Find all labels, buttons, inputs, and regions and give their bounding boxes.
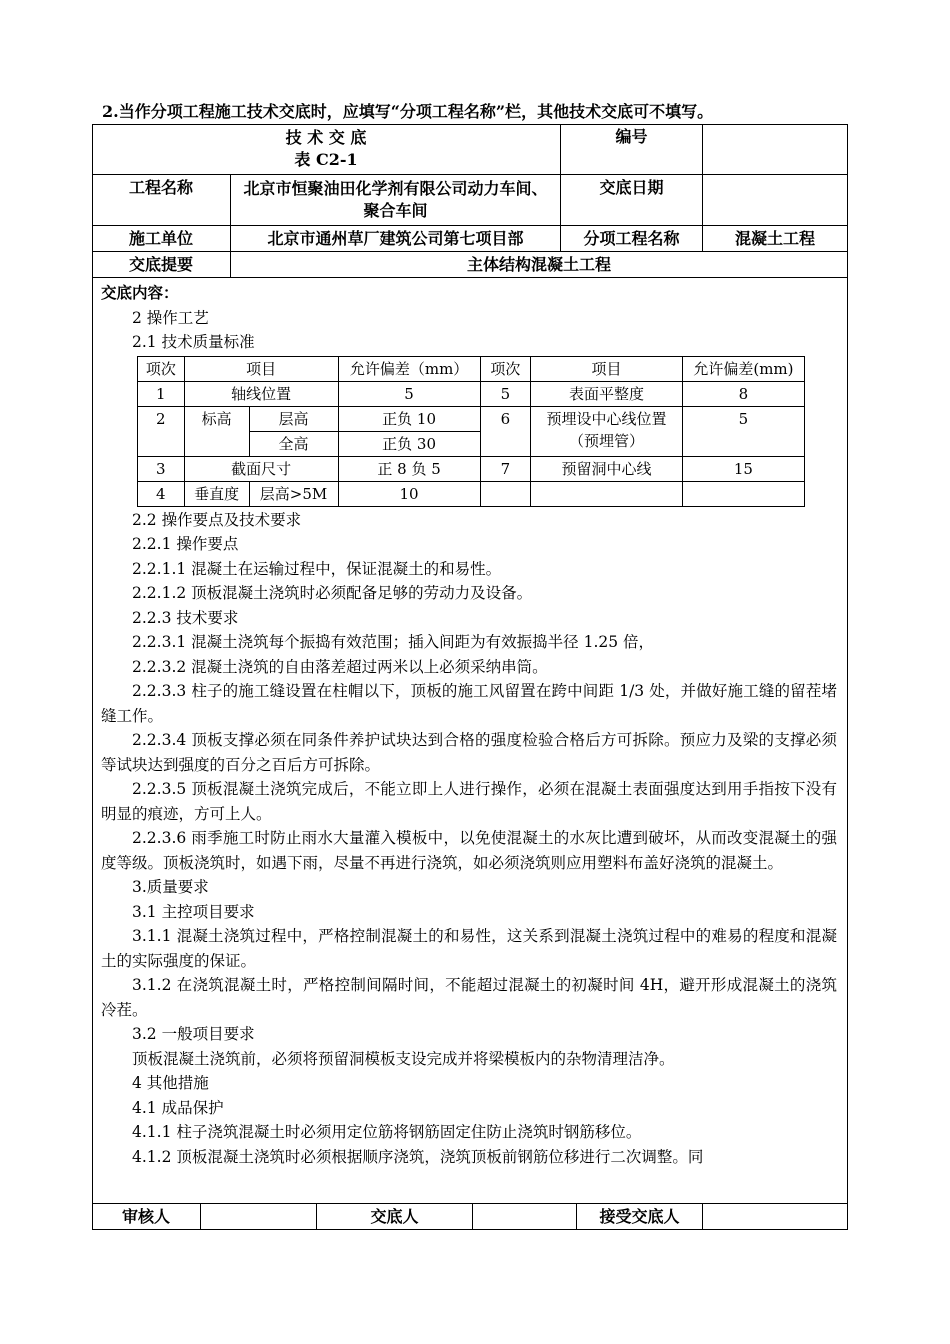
table-cell: 6 bbox=[480, 406, 531, 456]
table-header-cell: 允许偏差(mm) bbox=[682, 356, 804, 381]
discloser-label: 交底人 bbox=[370, 1206, 419, 1226]
table-cell: 7 bbox=[480, 456, 531, 481]
section-heading: 3.2 一般项目要求 bbox=[132, 1025, 255, 1043]
table-cell: 截面尺寸 bbox=[184, 456, 338, 481]
subproject-name-value: 混凝土工程 bbox=[734, 228, 815, 248]
form-border-bottom bbox=[92, 1229, 848, 1230]
section-heading: 3.质量要求 bbox=[132, 878, 209, 896]
form-title-line2: 表 C2-1 bbox=[294, 150, 358, 169]
table-header-cell: 项次 bbox=[480, 356, 531, 381]
paragraph: 2.2.3.2 混凝土浇筑的自由落差超过两米以上必须采纳串筒。 bbox=[132, 657, 548, 676]
summary-value: 主体结构混凝土工程 bbox=[466, 254, 611, 274]
table-cell: 10 bbox=[338, 481, 480, 506]
table-row bbox=[138, 406, 805, 431]
form-title bbox=[92, 124, 560, 174]
construction-unit-label: 施工单位 bbox=[128, 228, 193, 248]
table-cell: 1 bbox=[138, 381, 185, 406]
table-cell bbox=[531, 406, 683, 456]
paragraph: 3.1.2 在浇筑混凝土时，严格控制间隔时间，不能超过混凝土的初凝时间 4H，避开形成混凝土的浇筑冷茬。 bbox=[101, 976, 837, 1019]
number-value bbox=[703, 124, 847, 174]
paragraph: 2.2.3.5 顶板混凝土浇筑完成后，不能立即上人进行操作，必须在混凝土表面强度达到用手指按下没有明显的痕迹，方可上人。 bbox=[101, 780, 837, 823]
table-cell: 5 bbox=[338, 381, 480, 406]
table-cell: 表面平整度 bbox=[531, 381, 683, 406]
reviewer-value bbox=[201, 1204, 316, 1229]
table-cell: 正负 10 bbox=[338, 406, 480, 431]
quality-standard-table bbox=[137, 356, 805, 507]
table-cell: 5 bbox=[682, 406, 804, 456]
table-cell: 正 8 负 5 bbox=[338, 456, 480, 481]
table-cell: 标高 bbox=[184, 406, 249, 456]
table-cell: 8 bbox=[682, 381, 804, 406]
section-heading: 4 其他措施 bbox=[132, 1074, 209, 1092]
paragraph: 2.2.1.1 混凝土在运输过程中，保证混凝土的和易性。 bbox=[132, 559, 502, 578]
section-heading: 2.2.3 技术要求 bbox=[132, 608, 239, 627]
paragraph: 顶板混凝土浇筑前，必须将预留洞模板支设完成并将梁模板内的杂物清理洁净。 bbox=[132, 1049, 675, 1068]
paragraph: 2.2.3.1 混凝土浇筑每个振捣有效范围；插入间距为有效振捣半径 1.25 倍， bbox=[132, 633, 655, 651]
disclosure-date-value bbox=[703, 175, 847, 225]
receiver-value bbox=[703, 1204, 847, 1229]
section-heading: 2 操作工艺 bbox=[132, 308, 209, 327]
paragraph: 2.2.3.3 柱子的施工缝设置在柱帽以下，顶板的施工风留置在跨中间距 1/3 处，并做好施工缝的留茬堵缝工作。 bbox=[101, 682, 837, 725]
table-header-cell: 项目 bbox=[184, 356, 338, 381]
table-cell bbox=[480, 481, 531, 506]
paragraph: 2.2.1.2 顶板混凝土浇筑时必须配备足够的劳动力及设备。 bbox=[132, 584, 533, 602]
form-title-line1: 技 术 交 底 bbox=[285, 128, 367, 147]
paragraph: 4.1.2 顶板混凝土浇筑时必须根据顺序浇筑，浇筑顶板前钢筋位移进行二次调整。同 bbox=[132, 1147, 704, 1166]
table-cell: 预留洞中心线 bbox=[531, 456, 683, 481]
table-cell: 轴线位置 bbox=[184, 381, 338, 406]
section-heading: 2.1 技术质量标准 bbox=[132, 333, 255, 351]
section-heading: 2.2.1 操作要点 bbox=[132, 535, 239, 553]
section-heading: 3.1 主控项目要求 bbox=[132, 902, 255, 921]
table-cell-line: （预埋管） bbox=[569, 431, 645, 450]
table-cell: 层高 bbox=[249, 406, 338, 431]
table-header-cell: 项次 bbox=[138, 356, 185, 381]
discloser-value bbox=[473, 1204, 576, 1229]
project-name-label: 工程名称 bbox=[128, 178, 193, 197]
table-cell: 15 bbox=[682, 456, 804, 481]
table-cell bbox=[682, 481, 804, 506]
receiver-label: 接受交底人 bbox=[599, 1206, 680, 1226]
table-row bbox=[138, 481, 805, 506]
table-cell: 3 bbox=[138, 456, 185, 481]
section-heading: 4.1 成品保护 bbox=[132, 1098, 224, 1117]
paragraph: 3.1.1 混凝土浇筑过程中，严格控制混凝土的和易性，这关系到混凝土浇筑过程中的难易的程度和混凝土的实际强度的保证。 bbox=[101, 927, 837, 970]
table-cell: 全高 bbox=[249, 431, 338, 456]
construction-unit-value: 北京市通州草厂建筑公司第七项目部 bbox=[267, 228, 524, 248]
paragraph: 2.2.3.4 顶板支撑必须在同条件养护试块达到合格的强度检验合格后方可拆除。预应力及梁的支撑必须等试块达到强度的百分之百后方可拆除。 bbox=[101, 731, 837, 774]
disclosure-content-area bbox=[92, 277, 848, 1203]
disclosure-date-label: 交底日期 bbox=[599, 178, 664, 197]
paragraph: 2.2.3.6 雨季施工时防止雨水大量灌入模板中，以免使混凝土的水灰比遭到破坏，从而改变混凝土的强度等级。顶板浇筑时，如遇下雨，尽量不再进行浇筑，如必须浇筑则应用塑料布盖好浇筑的混凝土。 bbox=[101, 829, 837, 872]
number-label: 编号 bbox=[615, 127, 648, 146]
table-cell: 5 bbox=[480, 381, 531, 406]
table-header-cell: 项目 bbox=[531, 356, 683, 381]
table-cell: 层高>5M bbox=[249, 481, 338, 506]
content-label: 交底内容： bbox=[101, 283, 179, 302]
disclosure-content bbox=[101, 281, 837, 1169]
table-cell bbox=[531, 481, 683, 506]
table-cell-line: 预埋设中心线位置 bbox=[546, 409, 667, 428]
table-cell: 垂直度 bbox=[184, 481, 249, 506]
table-header-cell: 允许偏差（mm） bbox=[338, 356, 480, 381]
table-row bbox=[138, 381, 805, 406]
paragraph: 4.1.1 柱子浇筑混凝土时必须用定位筋将钢筋固定住防止浇筑时钢筋移位。 bbox=[132, 1123, 642, 1141]
table-cell: 2 bbox=[138, 406, 185, 456]
section-heading: 2.2 操作要点及技术要求 bbox=[132, 510, 302, 529]
table-cell: 4 bbox=[138, 481, 185, 506]
project-name-value: 北京市恒聚油田化学剂有限公司动力车间、聚合车间 bbox=[243, 179, 548, 220]
table-header-row bbox=[138, 356, 805, 381]
reviewer-label: 审核人 bbox=[121, 1206, 170, 1226]
summary-label: 交底提要 bbox=[128, 254, 193, 274]
table-cell: 正负 30 bbox=[338, 431, 480, 456]
form-note: 2.当作分项工程施工技术交底时，应填写“分项工程名称”栏，其他技术交底可不填写。 bbox=[102, 102, 714, 121]
table-row bbox=[138, 456, 805, 481]
subproject-name-label: 分项工程名称 bbox=[583, 228, 680, 248]
